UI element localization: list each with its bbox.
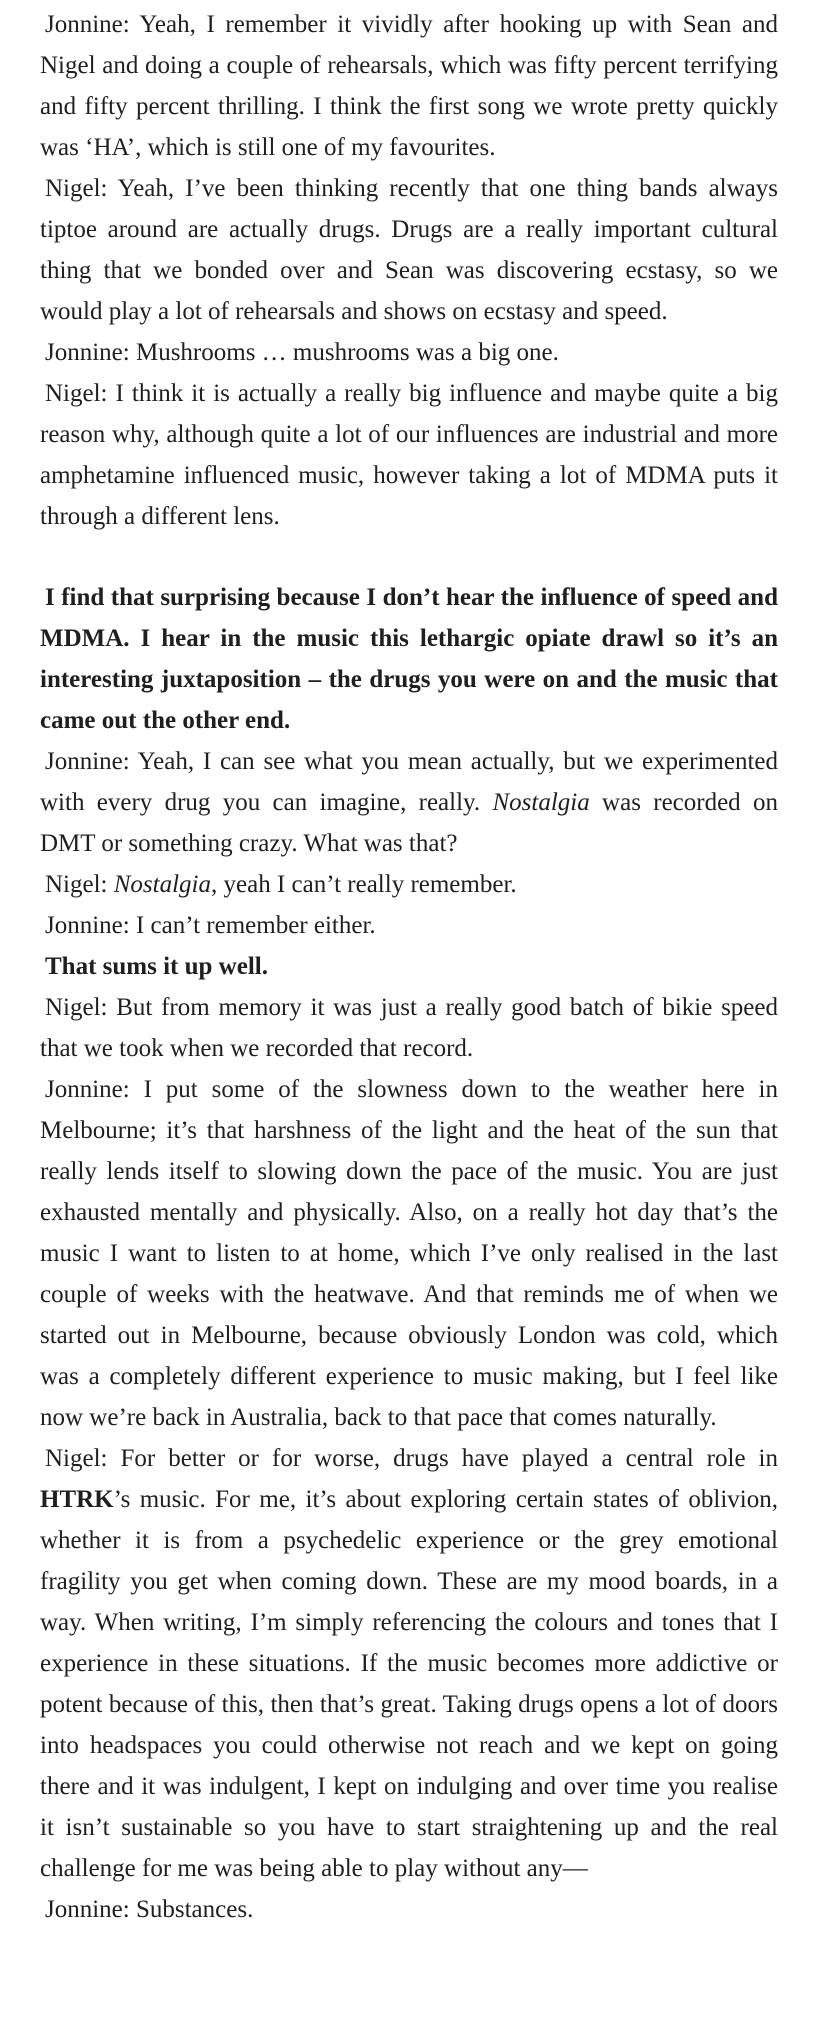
paragraph-text: I can’t remember either. [129,912,376,939]
paragraph-text: Yeah, I can see what you mean actually, but we experimented with every drug you can imagine, really. [40,748,778,816]
speaker-name: Jonnine: [45,11,130,38]
paragraph-text: Yeah, I’ve been thinking recently that one thing bands always tiptoe around are actually drugs. Drugs are a really important cultural thing that we bonded over and Sean was discovering ecstasy, so we would play a lot of rehearsals and shows on ecstasy and speed. [40,175,778,325]
paragraph-text: I think it is actually a really big influence and maybe quite a big reason why, although quite a lot of our influences are industrial and more amphetamine influenced music, however taking a lot of MDMA puts it through a different lens. [40,380,778,530]
paragraph-text: , yeah I can’t really remember. [211,871,517,898]
speaker-name: Nigel: [45,380,108,407]
paragraph-text: Substances. [129,1896,254,1923]
speaker-name: Jonnine: [45,748,130,775]
interview-paragraph [40,4,778,168]
section-spacer [40,537,778,577]
interview-paragraph [40,332,778,373]
interviewer-question [40,946,778,987]
band-name: HTRK [40,1486,114,1513]
speaker-name: Jonnine: [45,1896,130,1923]
interview-paragraph [40,168,778,332]
paragraph-text: I put some of the slowness down to the weather here in Melbourne; it’s that harshness of the light and the heat of the sun that really lends itself to slowing down the pace of the music. You are just exhausted mentally and physically. Also, on a really hot day that’s the music I want to listen to at home, which I’ve only realised in the last couple of weeks with the heatwave. And that reminds me of when we started out in Melbourne, because obviously London was cold, which was a completely different experience to music making, but I feel like now we’re back in Australia, back to that pace that comes naturally. [40,1076,778,1431]
question-text: I find that surprising because I don’t hear the influence of speed and MDMA. I hear in the music this lethargic opiate drawl so it’s an interesting juxtaposition – the drugs you were on and the music that came out the other end. [40,584,778,734]
speaker-name: Jonnine: [45,1076,130,1103]
speaker-name: Nigel: [45,994,108,1021]
interview-paragraph [40,987,778,1069]
interview-paragraph [40,864,778,905]
paragraph-text: Yeah, I remember it vividly after hooking up with Sean and Nigel and doing a couple of rehearsals, which was fifty percent terrifying and fifty percent thrilling. I think the first song we wrote pretty quickly was ‘HA’, which is still one of my favourites. [40,11,778,161]
paragraph-text: Mushrooms … mushrooms was a big one. [129,339,559,366]
article-body [40,4,778,1930]
album-title: Nostalgia [492,789,590,816]
speaker-name: Nigel: [45,1445,108,1472]
interview-paragraph [40,741,778,864]
interview-paragraph [40,373,778,537]
speaker-name: Nigel: [45,175,108,202]
speaker-name: Jonnine: [45,339,130,366]
paragraph-text: For better or for worse, drugs have played a central role in [107,1445,778,1472]
speaker-name: Nigel: [45,871,108,898]
interviewer-question [40,577,778,741]
interview-paragraph [40,1889,778,1930]
paragraph-text: ’s music. For me, it’s about exploring certain states of oblivion, whether it is from a psychedelic experience or the grey emotional fragility you get when coming down. These are my mood boards, in a way. When writing, I’m simply referencing the colours and tones that I experience in these situations. If the music becomes more addictive or potent because of this, then that’s great. Taking drugs opens a lot of doors into headspaces you could otherwise not reach and we kept on going there and it was indulgent, I kept on indulging and over time you realise it isn’t sustainable so you have to start straightening up and the real challenge for me was being able to play without any— [40,1486,778,1882]
question-text: That sums it up well. [45,953,268,980]
paragraph-text: But from memory it was just a really good batch of bikie speed that we took when we recorded that record. [40,994,778,1062]
interview-paragraph [40,905,778,946]
interview-paragraph [40,1438,778,1889]
album-title: Nostalgia [113,871,211,898]
interview-paragraph [40,1069,778,1438]
paragraph-text: was recorded on DMT or something crazy. What was that? [40,789,778,857]
speaker-name: Jonnine: [45,912,130,939]
